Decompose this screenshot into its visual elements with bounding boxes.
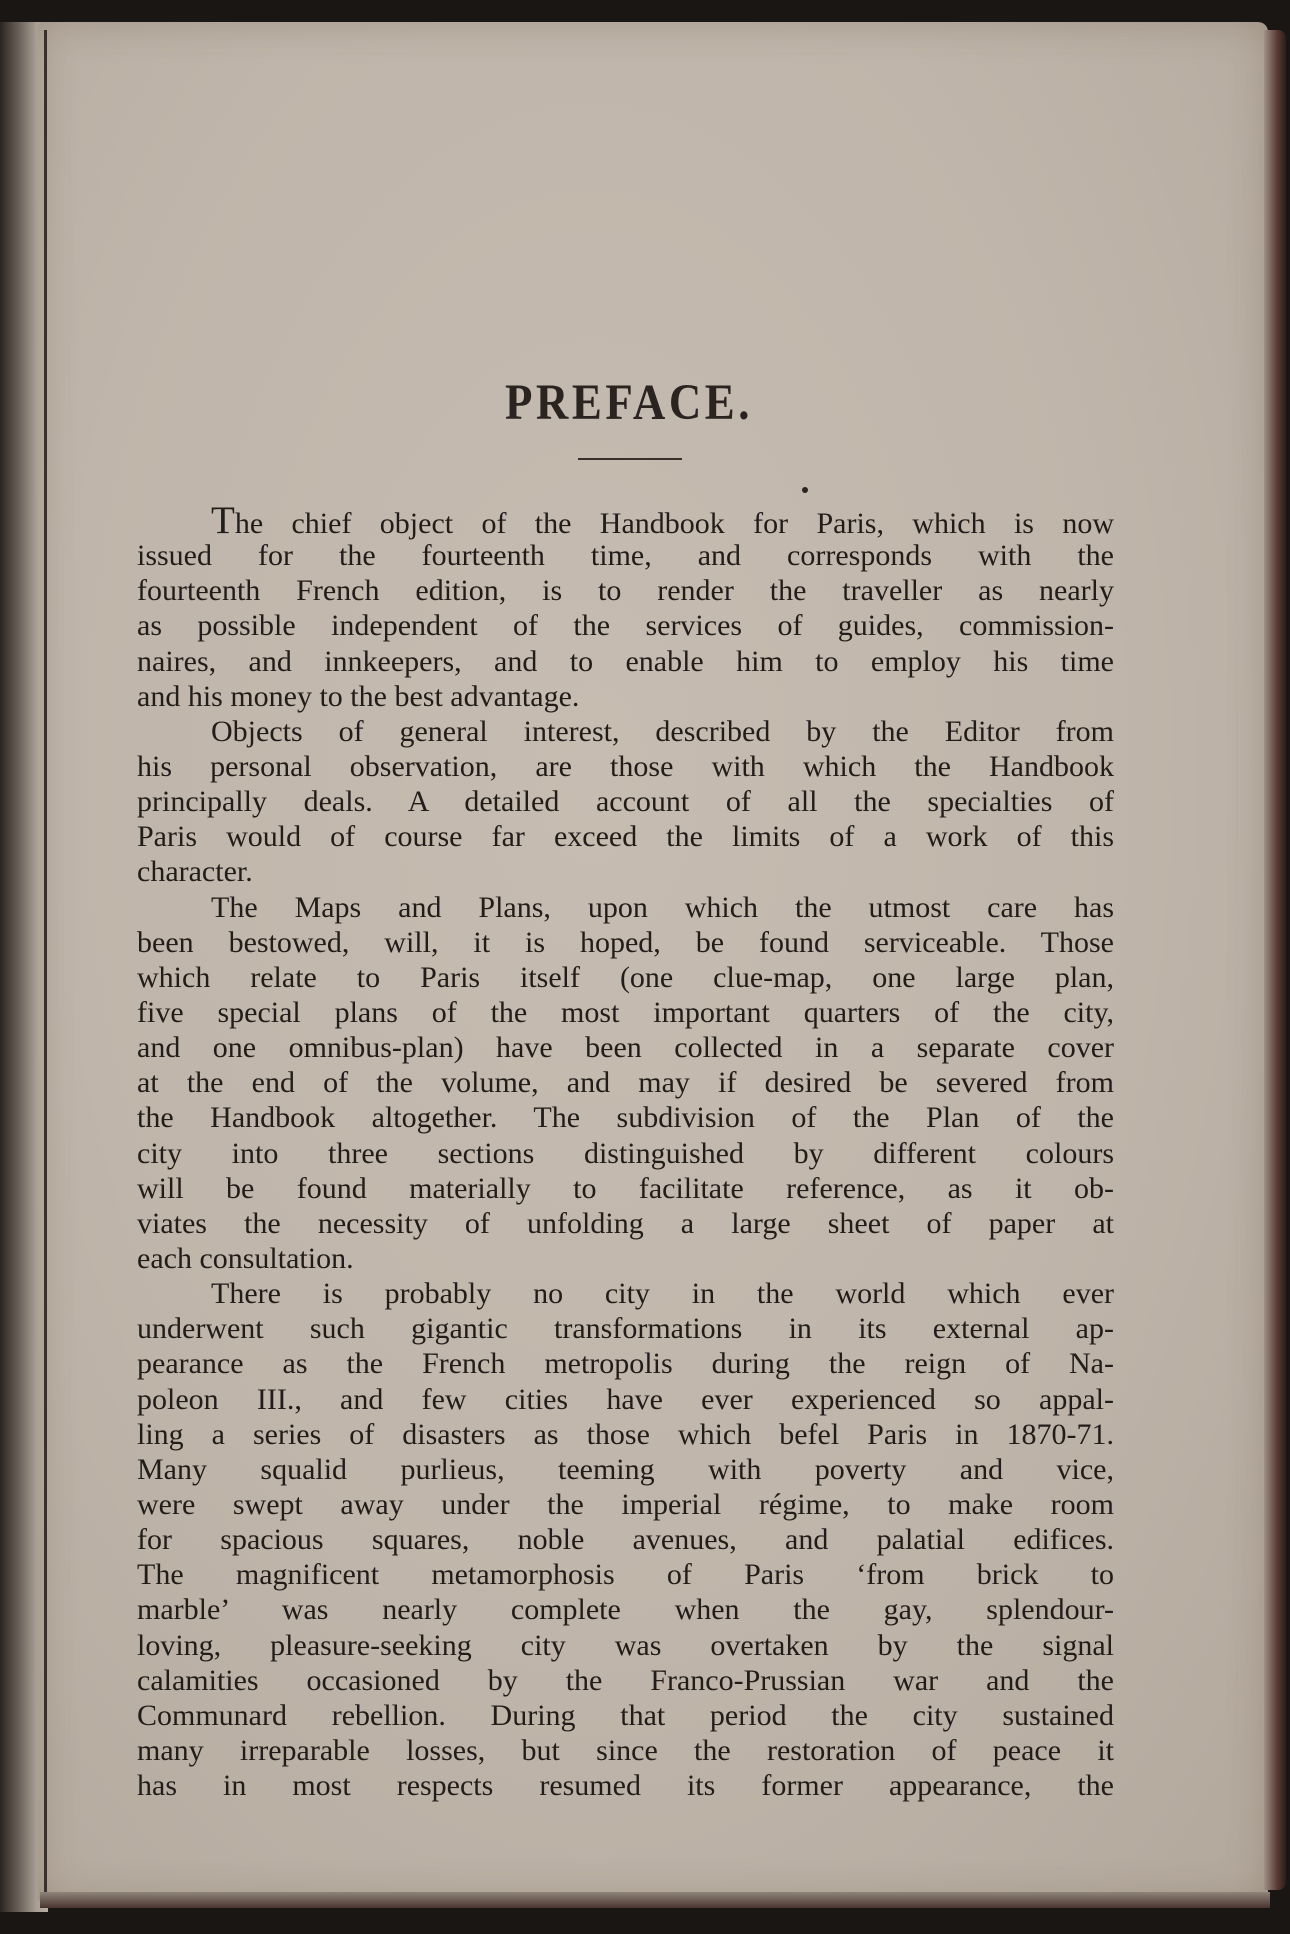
text-line: character. [137, 855, 253, 889]
text-line: at the end of the volume, and may if desired be severed from [137, 1066, 1114, 1100]
text-line: naires, and innkeepers, and to enable him to employ his time [137, 644, 1114, 678]
text-line: which relate to Paris itself (one clue-map, one large plan, [137, 960, 1114, 994]
text-line: marble’ was nearly complete when the gay, splendour- [137, 1593, 1114, 1627]
text-line: Paris would of course far exceed the limits of a work of this [137, 820, 1114, 854]
text-line: each consultation. [137, 1241, 354, 1275]
preface-text [137, 499, 1114, 1803]
text-line: and his money to the best advantage. [137, 679, 580, 713]
text-line: Communard rebellion. During that period the city sustained [137, 1698, 1114, 1732]
text-line: issued for the fourteenth time, and corresponds with the [137, 539, 1114, 573]
text-line: The magnificent metamorphosis of Paris ‘from brick to [137, 1558, 1114, 1592]
text-line: his personal observation, are those with which the Handbook [137, 749, 1114, 783]
text-line: many irreparable losses, but since the restoration of peace it [137, 1733, 1114, 1767]
text-line: loving, pleasure-seeking city was overtaken by the signal [137, 1628, 1114, 1662]
text-line: Objects of general interest, described by the Editor from [211, 714, 1114, 748]
text-line: has in most respects resumed its former appearance, the [137, 1769, 1114, 1803]
text-line: as possible independent of the services of guides, commission- [137, 609, 1114, 643]
text-line: pearance as the French metropolis during the reign of Na- [137, 1347, 1114, 1381]
gutter-line [44, 30, 47, 1900]
text-line: The Maps and Plans, upon which the utmost care has [211, 890, 1114, 924]
text-line: underwent such gigantic transformations in its external ap- [137, 1312, 1114, 1346]
text-line: city into three sections distinguished by different colours [137, 1136, 1114, 1170]
page-edge-bottom [40, 1892, 1270, 1908]
text-line: five special plans of the most important quarters of the city, [137, 995, 1114, 1029]
text-line: were swept away under the imperial régime, to make room [137, 1487, 1114, 1521]
text-line: fourteenth French edition, is to render the traveller as nearly [137, 574, 1114, 608]
text-line [137, 499, 1114, 542]
text-line: for spacious squares, noble avenues, and palatial edifices. [137, 1523, 1114, 1557]
text-line: the Handbook altogether. The subdivision of the Plan of the [137, 1101, 1114, 1135]
page-title: PREFACE. [505, 375, 753, 431]
text-line: and one omnibus-plan) have been collected in a separate cover [137, 1031, 1114, 1065]
text-line: viates the necessity of unfolding a large sheet of paper at [137, 1206, 1114, 1240]
text-line-content: he chief object of the Handbook for Paris, which is now [234, 507, 1114, 540]
text-line: There is probably no city in the world which ever [211, 1277, 1114, 1311]
text-line: principally deals. A detailed account of all the specialties of [137, 785, 1114, 819]
title-rule [578, 458, 682, 460]
text-line: ling a series of disasters as those which befel Paris in 1870-71. [137, 1417, 1114, 1451]
ink-dot [802, 487, 808, 493]
text-line: poleon III., and few cities have ever experienced so appal- [137, 1382, 1114, 1416]
page-edge-right [1264, 30, 1286, 1890]
text-line: been bestowed, will, it is hoped, be found serviceable. Those [137, 925, 1114, 959]
text-line: will be found materially to facilitate reference, as it ob- [137, 1171, 1114, 1205]
initial-letter: T [211, 499, 235, 542]
text-line: Many squalid purlieus, teeming with poverty and vice, [137, 1452, 1114, 1486]
text-line: calamities occasioned by the Franco-Prussian war and the [137, 1663, 1114, 1697]
